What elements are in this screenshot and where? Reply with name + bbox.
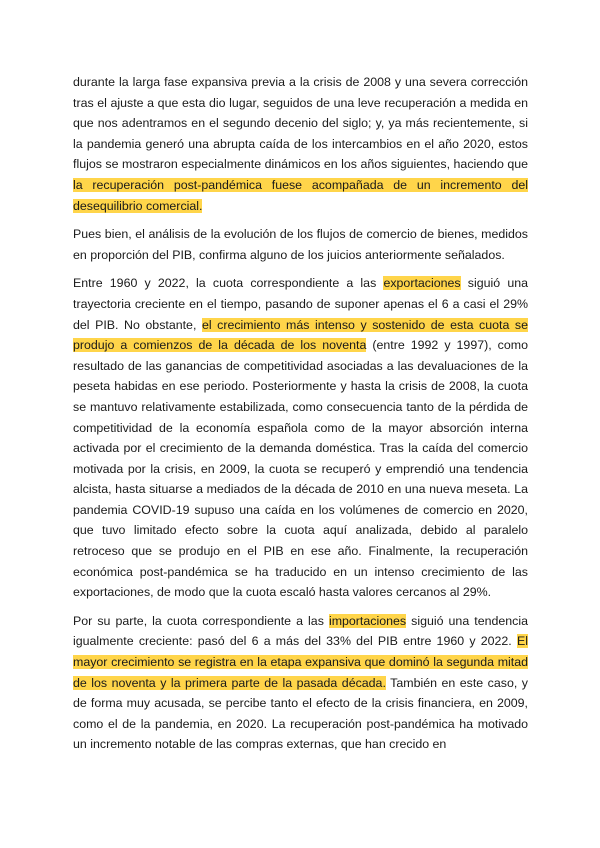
- text-segment: siguió una tendencia igualmente creciente: pasó del 6 a más del 33% del PIB entre 1960 y 2022.: [73, 613, 528, 649]
- highlighted-text: el crecimiento más intenso y sostenido de esta cuota se produjo a comienzos de la década de los noventa: [73, 317, 528, 353]
- text-segment: (entre 1992 y 1997), como resultado de las ganancias de competitividad asociadas a las devaluaciones de la peseta habidas en ese periodo. Posteriormente y hasta la crisis de 2008, la cuota se mantuvo relativamente estabilizada, como consecuencia tanto de la pérdida de competitividad de la economía española como de la mayor absorción interna activada por el crecimiento de la demanda doméstica. Tras la caída del comercio motivada por la crisis, en 2009, la cuota se recuperó y emprendió una tendencia alcista, hasta situarse a mediados de la década de 2010 en una nueva meseta. La pandemia COVID-19 supuso una caída en los volúmenes de comercio en 2020, que tuvo limitado efecto sobre la cuota aquí analizada, debido al paralelo retroceso que se produjo en el PIB en ese año. Finalmente, la recuperación económica post-pandémica se ha traducido en un intenso crecimiento de las exportaciones, de modo que la cuota escaló hasta valores cercanos al 29%.: [73, 338, 528, 600]
- text-segment: También en este caso, y de forma muy acusada, se percibe tanto el efecto de la crisis financiera, en 2009, como el de la pandemia, en 2020. La recuperación post-pandémica ha motivado un incremento notable de las compras externas, que han crecido en: [73, 675, 528, 752]
- text-segment: siguió una trayectoria creciente en el tiempo, pasando de suponer apenas el 6 a casi el 29% del PIB. No obstante,: [73, 276, 528, 332]
- text-segment: Por su parte, la cuota correspondiente a las: [73, 613, 329, 628]
- highlighted-text: la recuperación post-pandémica fuese acompañada de un incremento del desequilibrio comercial.: [73, 177, 528, 213]
- highlighted-text: exportaciones: [383, 276, 461, 291]
- text-segment: Entre 1960 y 2022, la cuota correspondiente a las: [73, 276, 384, 291]
- highlighted-text: El mayor crecimiento se registra en la etapa expansiva que dominó la segunda mitad de los noventa y la primera parte de la pasada década.: [73, 634, 528, 690]
- paragraph-2: [73, 224, 528, 265]
- text-segment: durante la larga fase expansiva previa a la crisis de 2008 y una severa corrección tras el ajuste a que esta dio lugar, seguidos de una leve recuperación a medida en que nos adentramos en el segundo decenio del siglo; y, ya más recientemente, si la pandemia generó una abrupta caída de los intercambios en el año 2020, estos flujos se mostraron especialmente dinámicos en los años siguientes, haciendo que: [73, 75, 528, 172]
- paragraph-4: [73, 611, 528, 755]
- paragraph-1: [73, 72, 528, 216]
- document-page: [73, 72, 528, 763]
- highlighted-text: importaciones: [328, 613, 407, 628]
- text-segment: Pues bien, el análisis de la evolución de los flujos de comercio de bienes, medidos en proporción del PIB, confirma alguno de los juicios anteriormente señalados.: [73, 227, 528, 262]
- paragraph-3: [73, 273, 528, 603]
